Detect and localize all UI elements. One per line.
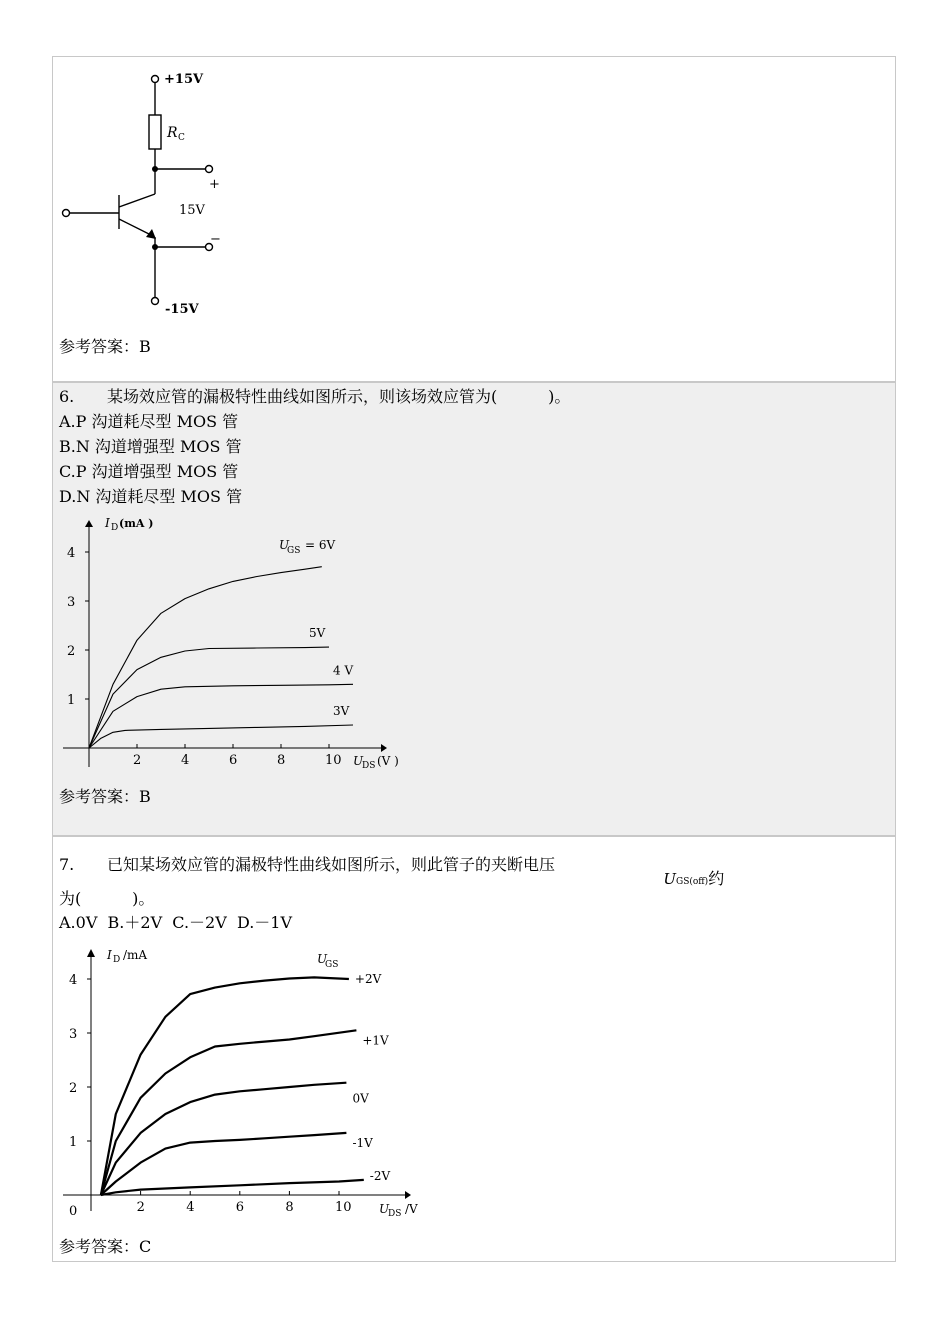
c7-series-line — [101, 977, 349, 1195]
plus-terminal — [206, 166, 213, 173]
node-dot-top — [152, 166, 158, 172]
c6-series-label: 3V — [333, 703, 350, 718]
q6-ylabel-sub: D — [111, 523, 119, 533]
question7-block — [52, 836, 896, 1262]
question7-options: A.0V B.＋2V C.－2V D.－1V — [59, 913, 293, 932]
c7-series-label: -1V — [352, 1135, 373, 1150]
q7-ylabel-main: I — [107, 948, 112, 962]
q7-xlabel-unit: /V — [405, 1202, 418, 1216]
c7-y-tick-label: 3 — [69, 1027, 78, 1042]
q6-series-prefix-main: U — [279, 538, 290, 552]
c7-x-tick-label: 6 — [235, 1200, 245, 1215]
question6-option-b: B.N 沟道增强型 MOS 管 — [59, 437, 242, 456]
c7-y-tick-label: 2 — [69, 1081, 78, 1096]
c7-series-label: +1V — [362, 1033, 389, 1048]
question7-stem-line1: 已知某场效应管的漏极特性曲线如图所示，则此管子的夹断电压 — [107, 855, 556, 874]
question6-chart — [53, 515, 413, 777]
question5-answer: 参考答案：B — [59, 337, 151, 356]
c6-x-tick-label: 4 — [181, 753, 190, 768]
c6-x-tick-label: 2 — [133, 753, 142, 768]
label-rc: R — [167, 125, 178, 141]
c6-series-line — [89, 725, 353, 748]
c7-series-line — [101, 1083, 347, 1195]
c6-y-tick-label: 1 — [67, 693, 76, 708]
c6-x-tick-label: 8 — [277, 753, 286, 768]
question7-chart — [53, 939, 453, 1229]
q7-legend-main: U — [317, 952, 328, 966]
c6-series-line — [89, 567, 322, 748]
question7-stem-line2: 为( )。 — [59, 889, 155, 908]
q7-xlabel-main: U — [379, 1202, 390, 1216]
c7-y-tick-label: 4 — [69, 973, 78, 988]
c7-x-tick-label: 2 — [136, 1200, 145, 1215]
bottom-terminal — [152, 298, 159, 305]
c6-x-tick-label: 10 — [325, 753, 342, 768]
resistor-rc — [149, 115, 161, 149]
question6-option-a: A.P 沟道耗尽型 MOS 管 — [59, 412, 239, 431]
q6-ylabel-unit: (mA ) — [119, 517, 154, 530]
question6-option-d: D.N 沟道耗尽型 MOS 管 — [59, 487, 243, 506]
q7-legend-sub: GS — [325, 960, 339, 970]
question6-stem: 某场效应管的漏极特性曲线如图所示，则该场效应管为( )。 — [107, 387, 571, 406]
q6-series-prefix-sub: GS — [287, 546, 301, 556]
node-dot-bottom — [152, 244, 158, 250]
q7-y-arrow — [87, 949, 95, 957]
question7-answer: 参考答案：C — [59, 1237, 152, 1256]
label-15v: 15V — [179, 203, 205, 218]
q6-xlabel-sub: DS — [362, 761, 376, 771]
label-minus15v: -15V — [165, 302, 199, 317]
q6-xlabel-unit: (V ) — [377, 754, 399, 768]
c6-y-tick-label: 2 — [67, 644, 76, 659]
label-plus15v: +15V — [164, 72, 204, 87]
top-terminal — [152, 76, 159, 83]
question7-number: 7. — [59, 855, 75, 874]
base-terminal — [63, 210, 70, 217]
q7-ylabel-sub: D — [113, 955, 121, 965]
c6-y-tick-label: 4 — [67, 546, 76, 561]
c6-x-tick-label: 6 — [229, 753, 238, 768]
c7-series-line — [101, 1030, 357, 1195]
q6-x-arrow — [381, 744, 387, 752]
q6-xlabel-main: U — [353, 754, 364, 768]
question5-block — [52, 56, 896, 382]
question6-option-c: C.P 沟道增强型 MOS 管 — [59, 462, 239, 481]
q7-stem-tail: 约 — [708, 869, 725, 888]
q7-symbol-sub: GS(off) — [676, 877, 709, 887]
q7-ylabel-unit: /mA — [123, 948, 148, 962]
c6-series-label: 4 V — [333, 663, 354, 678]
c7-series-label: 0V — [352, 1091, 369, 1106]
question6-block — [52, 382, 896, 836]
c7-series-label: +2V — [354, 972, 382, 986]
q6-y-arrow — [85, 520, 93, 527]
c6-y-tick-label: 3 — [67, 595, 76, 610]
q6-series-prefix-eq: = 6V — [305, 538, 336, 552]
q7-symbol-main: U — [663, 870, 676, 888]
c7-x-tick-label: 10 — [335, 1200, 352, 1215]
question6-number: 6. — [59, 387, 75, 406]
c6-series-line — [89, 684, 353, 748]
question6-answer: 参考答案：B — [59, 787, 151, 806]
q7-xlabel-sub: DS — [388, 1209, 402, 1219]
q7-origin-label: 0 — [69, 1204, 78, 1219]
c7-x-tick-label: 4 — [186, 1200, 195, 1215]
c6-series-label: 5V — [309, 626, 326, 641]
question7-stem-symbol — [643, 849, 724, 912]
c7-x-tick-label: 8 — [285, 1200, 294, 1215]
label-rc-sub: C — [178, 133, 185, 143]
bjt-circuit-diagram — [53, 67, 253, 329]
c7-y-tick-label: 1 — [69, 1135, 78, 1150]
q6-ylabel-main: I — [105, 516, 110, 530]
q7-x-arrow — [405, 1191, 411, 1199]
c7-series-label: -2V — [369, 1168, 391, 1183]
label-minus: − — [210, 232, 221, 247]
label-plus: + — [209, 177, 220, 192]
